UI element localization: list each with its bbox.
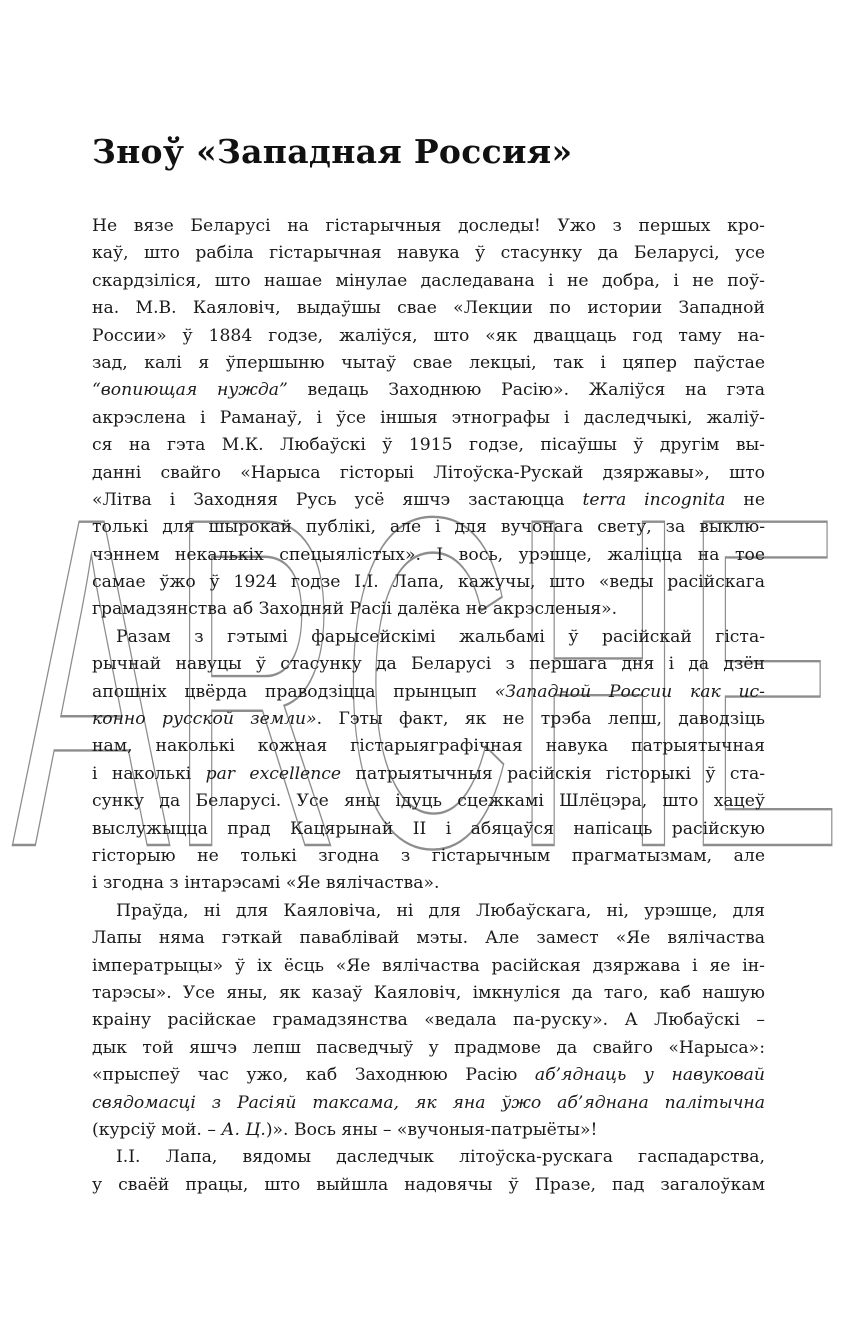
text-line [92,542,765,569]
italic-span: аб’яднаць у навуковай [534,1065,765,1086]
text-line [92,870,765,897]
text-line [92,514,765,541]
article-title: Зноў «Западная Россия» [92,132,573,171]
text-span: ся на гэта М.К. Любаўскі ў 1915 годзе, пісаўшы ў другім вы- [92,435,765,456]
text-span: скардзіліся, што нашае мінулае даследавана і не добра, і не поў- [92,270,765,291]
text-line [92,980,765,1007]
text-span: толькі для шырокай публікі, але і для вучонага свету, за выклю- [92,517,765,538]
text-line [92,1090,765,1117]
text-line [92,268,765,295]
text-line [92,295,765,322]
watermark-text: ARCHE [12,420,842,945]
text-line [92,898,765,925]
text-span: )». Вось яны – «вучоныя-патрыёты»! [265,1119,598,1140]
text-line [92,624,765,651]
text-line [92,569,765,596]
text-span: імператрыцы» ў іх ёсць «Яе вялічаства расійская дзяржава і яе ін- [92,955,765,976]
text-line [92,1172,765,1199]
text-span: Не вязе Беларусі на гістарычныя доследы! Ужо з першых кро- [92,216,765,236]
text-line [92,761,765,788]
text-line [92,213,765,240]
text-line [92,1117,765,1144]
text-span: апошніх цвёрда праводзіцца прынцып [92,681,495,702]
text-line [92,953,765,980]
text-span: не [725,489,765,510]
text-span: акрэслена і Раманаў, і ўсе іншыя этнографы і даследчыкі, жаліў- [92,407,765,428]
text-span: І.І. Лапа, вядомы даследчык літоўска-рускага гаспадарства, [116,1147,765,1168]
text-line [92,377,765,404]
text-line [92,460,765,487]
text-span: (курсіў мой. – [92,1119,222,1140]
text-span: выслужыцца прад Кацярынай II і абяцаўся напісаць расійскую [92,818,765,839]
italic-span: А. Ц. [221,1119,266,1140]
text-line [92,323,765,350]
text-span: рычнай навуцы ў стасунку да Беларусі з першага дня і да дзён [92,654,765,675]
text-span: России» ў 1884 годзе, жаліўся, што «як дваццаць год таму на- [92,325,765,346]
text-line [92,788,765,815]
text-span: «Літва і Заходняя Русь усё яшчэ застаюцца [92,489,583,510]
text-line [92,816,765,843]
text-line [92,925,765,952]
text-span: . Гэты факт, як не трэба лепш, даводзіць [316,709,765,730]
text-span: патрыятычныя расійскія гісторыкі ў ста- [341,763,765,784]
text-span: і згодна з інтарэсамі «Яе вялічаства». [92,873,440,894]
text-span: зад, калі я ўпершыню чытаў свае лекцыі, так і цяпер паўстае [92,352,765,373]
text-span: Разам з гэтымі фарысейскімі жальбамі ў расійскай гіста- [116,626,765,647]
text-span: у сваёй працы, што выйшла надовячы ў Празе, пад загалоўкам [92,1174,765,1195]
text-span: гісторыю не толькі згодна з гістарычным прагматызмам, але [92,845,765,866]
text-span: нам, наколькі кожная гістарыяграфічная навука патрыятычная [92,736,765,757]
text-line [92,405,765,432]
text-span: дык той яшчэ лепш пасведчыў у прадмове да свайго «Нарыса»: [92,1037,765,1058]
text-span: краіну расійскае грамадзянства «ведала па-руску». А Любаўскі – [92,1010,765,1031]
text-span: каў, што рабіла гістарычная навука ў стасунку да Беларусі, усе [92,243,765,264]
text-line [92,596,765,623]
italic-span: свядомасці з Расіяй таксама, як яна ўжо аб’яднана палітычна [92,1092,765,1113]
text-line [92,1035,765,1062]
text-span: самае ўжо ў 1924 годзе І.І. Лапа, кажучы, што «веды расійскага [92,572,765,593]
text-span: Лапы няма гэткай паваблівай мэты. Але замест «Яе вялічаства [92,928,765,949]
text-line [92,733,765,760]
italic-span: par excellence [205,763,342,784]
text-span: сунку да Беларусі. Усе яны ідуць сцежкамі Шлёцэра, што хацеў [92,791,765,812]
text-line [92,843,765,870]
text-line [92,679,765,706]
text-span: і наколькі [92,763,206,784]
text-line [92,487,765,514]
article-body [92,213,765,1199]
text-line [92,240,765,267]
italic-span: конно русской земли» [92,709,317,730]
text-line [92,1144,765,1171]
text-span: на. М.В. Каяловіч, выдаўшы свае «Лекции по истории Западной [92,298,765,319]
italic-span: terra incognita [582,489,726,510]
text-span: «прыспеў час ужо, каб Заходнюю Расію [92,1065,535,1086]
text-line [92,432,765,459]
text-line [92,350,765,377]
text-span: Праўда, ні для Каяловіча, ні для Любаўскага, ні, урэшце, для [116,900,765,921]
italic-span: «Западной России как ис- [494,681,765,702]
text-span: чэннем некалькіх спецыялістых». І вось, урэшце, жаліцца на тое [92,544,765,565]
text-line [92,1007,765,1034]
text-span: тарэсы». Усе яны, як казаў Каяловіч, імкнуліся да таго, каб нашую [92,982,765,1003]
text-line [92,706,765,733]
text-span: данні свайго «Нарыса гісторыі Літоўска-Рускай дзяржавы», што [92,462,765,483]
text-span: грамадзянства аб Заходняй Расіі далёка не акрэсленыя». [92,599,618,620]
text-span: ведаць Заходнюю Расію». Жаліўся на гэта [287,380,765,401]
text-line [92,1062,765,1089]
text-line [92,651,765,678]
italic-span: “вопиющая нужда” [92,380,288,401]
